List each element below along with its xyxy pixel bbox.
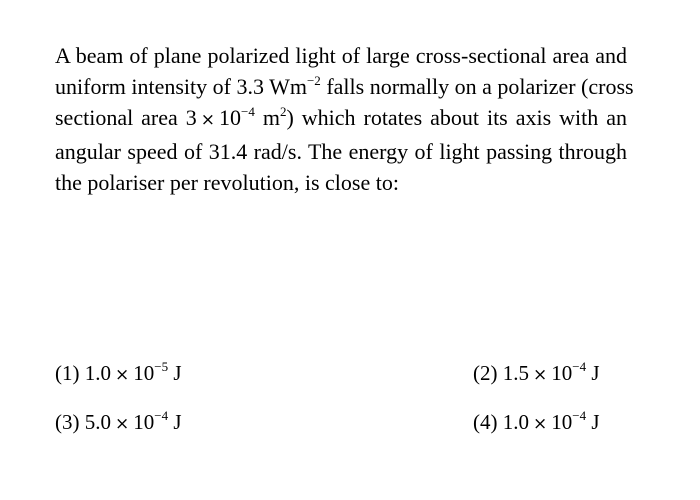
option-4-exponent: −4 — [572, 408, 587, 423]
option-4-times: × — [533, 414, 548, 434]
area-base: 10 — [219, 105, 242, 130]
option-2-exponent: −4 — [572, 359, 587, 374]
option-1[interactable] — [55, 360, 182, 388]
option-2-unit: J — [586, 361, 600, 385]
intensity-text: uniform intensity of 3.3 Wm — [55, 74, 307, 99]
option-4-base: 10 — [551, 410, 573, 434]
option-4[interactable] — [473, 409, 600, 437]
option-2-base: 10 — [551, 361, 573, 385]
option-4-label: (4) 1.0 — [473, 410, 529, 434]
option-3-exponent: −4 — [154, 408, 169, 423]
option-3-unit: J — [168, 410, 182, 434]
question-text — [55, 40, 634, 198]
area-text: sectional area 3 — [55, 105, 197, 130]
question-line-3 — [55, 102, 627, 136]
question-line-3-rest: ) which rotates about its axis with an — [286, 105, 627, 130]
option-2[interactable] — [473, 360, 600, 388]
intensity-exponent: −2 — [306, 73, 321, 88]
option-1-label: (1) 1.0 — [55, 361, 111, 385]
option-3-base: 10 — [133, 410, 155, 434]
option-1-base: 10 — [133, 361, 155, 385]
option-1-unit: J — [168, 361, 182, 385]
area-unit-exponent: 2 — [279, 104, 287, 119]
option-3-times: × — [115, 414, 130, 434]
question-line-5: the polariser per revolution, is close to: — [55, 170, 399, 195]
option-4-unit: J — [586, 410, 600, 434]
question-line-2-rest: falls normally on a polarizer (cross — [320, 74, 634, 99]
option-2-label: (2) 1.5 — [473, 361, 529, 385]
option-1-times: × — [115, 365, 130, 385]
question-line-2 — [55, 71, 634, 102]
area-unit: m — [254, 105, 280, 130]
option-3-label: (3) 5.0 — [55, 410, 111, 434]
question-line-4: angular speed of 31.4 rad/s. The energy of light passing through — [55, 139, 627, 164]
option-2-times: × — [533, 365, 548, 385]
area-exponent: −4 — [241, 104, 255, 119]
option-1-exponent: −5 — [154, 359, 169, 374]
times-symbol: × — [200, 110, 216, 130]
question-line-1: A beam of plane polarized light of large cross-sectional area and — [55, 43, 627, 68]
option-3[interactable] — [55, 409, 182, 437]
